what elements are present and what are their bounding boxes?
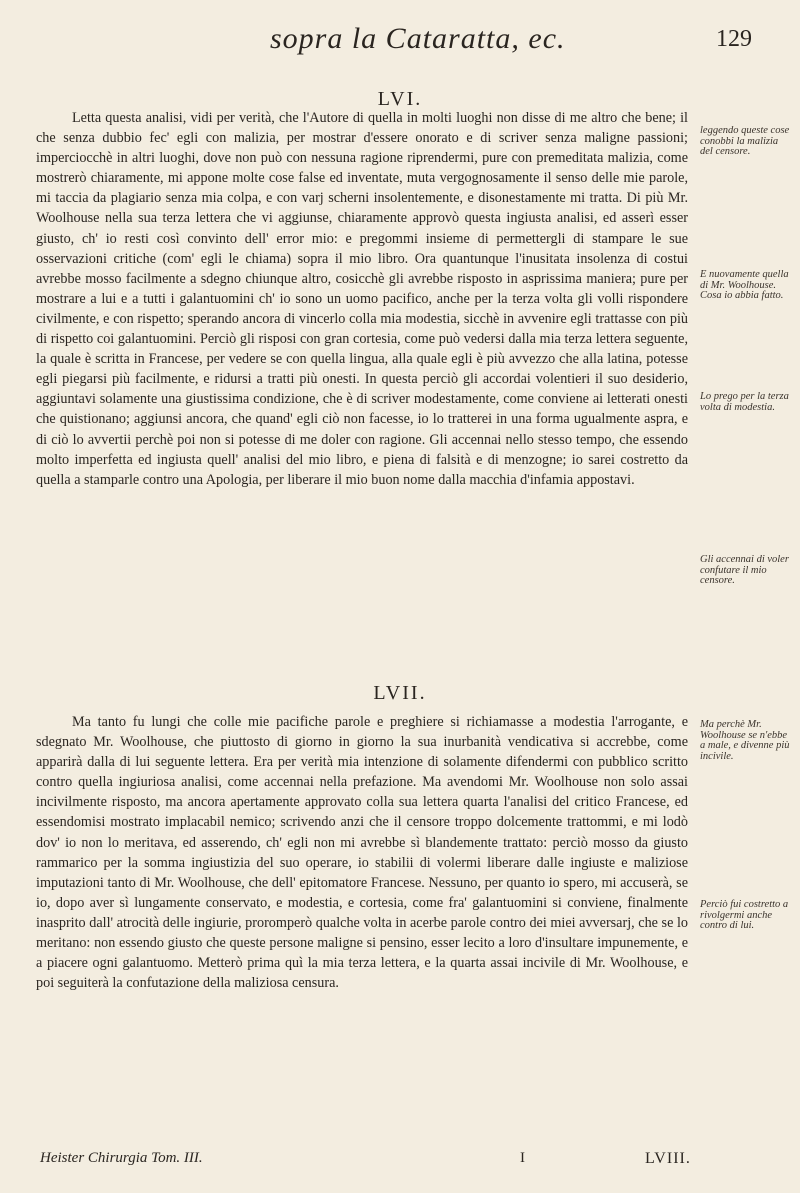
page-number: 129 [716, 26, 752, 52]
marginal-note: Ma perchè Mr. Woolhouse se n'ebbe a male, e divenne più incivile. [700, 719, 790, 762]
page-footer [0, 1150, 800, 1180]
catchword: LVIII. [645, 1150, 691, 1167]
running-head [0, 22, 800, 62]
signature-mark: I [520, 1150, 525, 1166]
marginal-note: E nuovamente quella di Mr. Woolhouse. Cosa io abbia fatto. [700, 269, 789, 301]
section-heading-lvii: LVII. [373, 682, 427, 704]
section-text-lvi: Letta questa analisi, vidi per verità, che l'Autore di quella in molti luoghi non disse di me altro che bene; il che senza dubbio fec' egli con malizia, per mostrar d'essere onorato e di scriver senza maligne passioni; imperciocchè in altri luoghi, dove non può con nessuna ragione riprendermi, pure con premeditata malizia, come mostrerò chiaramente, mi appone molte cose false ed inventate, muta vergognosamente il senso delle mie parole, mi taccia da plagiario senza mia colpa, e con varj scherni insolentemente, e disonestamente mi tratta. Di più Mr. Woolhouse nella sua terza lettera che vi aggiunse, chiaramente approvò questa ingiusta analisi, ed asserì esser giusto, ch' io resti così convinto dell' error mio: e pregommi insieme di permettergli di stampare le sue osservazioni critiche (com' egli le chiama) sopra il mio libro. Ora quantunque l'inusitata insolenza di costui avrebbe mosso facilmente a sdegno chiunque altro, cosicchè gli avrebbe risposto in asprissima maniera; pure per mostrare a lui e a tutti i galantuomini ch' io sono un uomo pacifico, anche per la terza volta gli volli rispondere civilmente, e con rispetto; sperando ancora di vincerlo colla mia modestia, sicchè in avvenire egli trattasse con più di rispetto coi galantuomini. Perciò gli risposi con gran cortesia, come può vedersi dalla mia terza lettera seguente, la quale è scritta in Francese, per vedere se con quella lingua, alla quale egli è più avvezzo che alla latina, potesse egli piegarsi più facilmente, e ridursi a tratti più onesti. In questa perciò gli accordai volentieri il suo desiderio, aggiuntavi solamente una giustissima condizione, che è di scriver modestamente, come conviene ai letterati onesti che quistionano; aggiunsi ancora, che quand' egli ciò non facesse, io lo tratterei in una forma ugualmente aspra, e di ciò lo avvertii perchè poi non si potesse di me doler con ragione. Gli accennai nello stesso tempo, che essendo molto imperfetta ed ingiusta quell' analisi del mio libro, e piena di falsità e di menzogne; io sarei costretto da quella a stamparle contro una Apologia, per liberare il mio buon nome dalla macchia d'infamia appostavi. [36, 110, 688, 488]
marginal-note: leggendo queste cose conobbi la malizia del censore. [700, 125, 790, 157]
running-title: sopra la Cataratta, ec. [270, 22, 566, 55]
marginal-note: Lo prego per la terza volta di modestia. [700, 391, 789, 413]
section-text-lvii: Ma tanto fu lungi che colle mie pacifiche parole e preghiere si richiamasse a modestia l'arrogante, e sdegnato Mr. Woolhouse, che piuttosto di giorno in giorno la sua inurbanità vendicativa si accrebbe, come apparirà dalla di lui seguente lettera. Era per verità mia intenzione di solamente difendermi con pubblico scritto contro quella ingiuriosa analisi, come accennai nella prefazione. Ma avendomi Mr. Woolhouse non solo assai incivilmente risposto, ma ancora apertamente approvato colla sua lettera quarta l'analisi del critico Francese, ed essendomisi mostrato implacabil nemico; scrivendo anzi che il censore troppo dolcemente trattommi, e mi lodò dov' io non lo meritava, ed asserendo, ch' egli non mi avrebbe sì blandemente trattato: perciò mosso da giusto rammarico per la somma ingiustizia del suo operare, io stabilii di volermi liberare dalle ingiuste e maliziose imputazioni tanto di Mr. Woolhouse, che dell' epitomatore Francese. Nessuno, per quanto io spero, mi accuserà, se io, dopo aver sì lungamente conservato, e modestia, e cortesia, come fra' galantuomini si conviene, finalmente inasprito dall' atrocità delle ingiurie, proromperò qualche volta in acerbe parole contro dei miei avversarj, che se lo meritano: non essendo giusto che queste persone maligne si pensino, esser lecito a loro d'insultare impunemente, e a piacere ogni galantuomo. Metterò prima quì la mia terza lettera, e la quarta assai incivile di Mr. Woolhouse, e poi seguiterà la confutazione della maliziosa censura. [36, 714, 688, 992]
marginal-note: Gli accennai di voler confutare il mio censore. [700, 554, 789, 586]
section-heading-lvi: LVI. [377, 88, 423, 110]
footer-book-title: Heister Chirurgia Tom. III. [40, 1150, 203, 1166]
marginal-note: Perciò fui costretto a rivolgermi anche contro di lui. [700, 899, 789, 931]
